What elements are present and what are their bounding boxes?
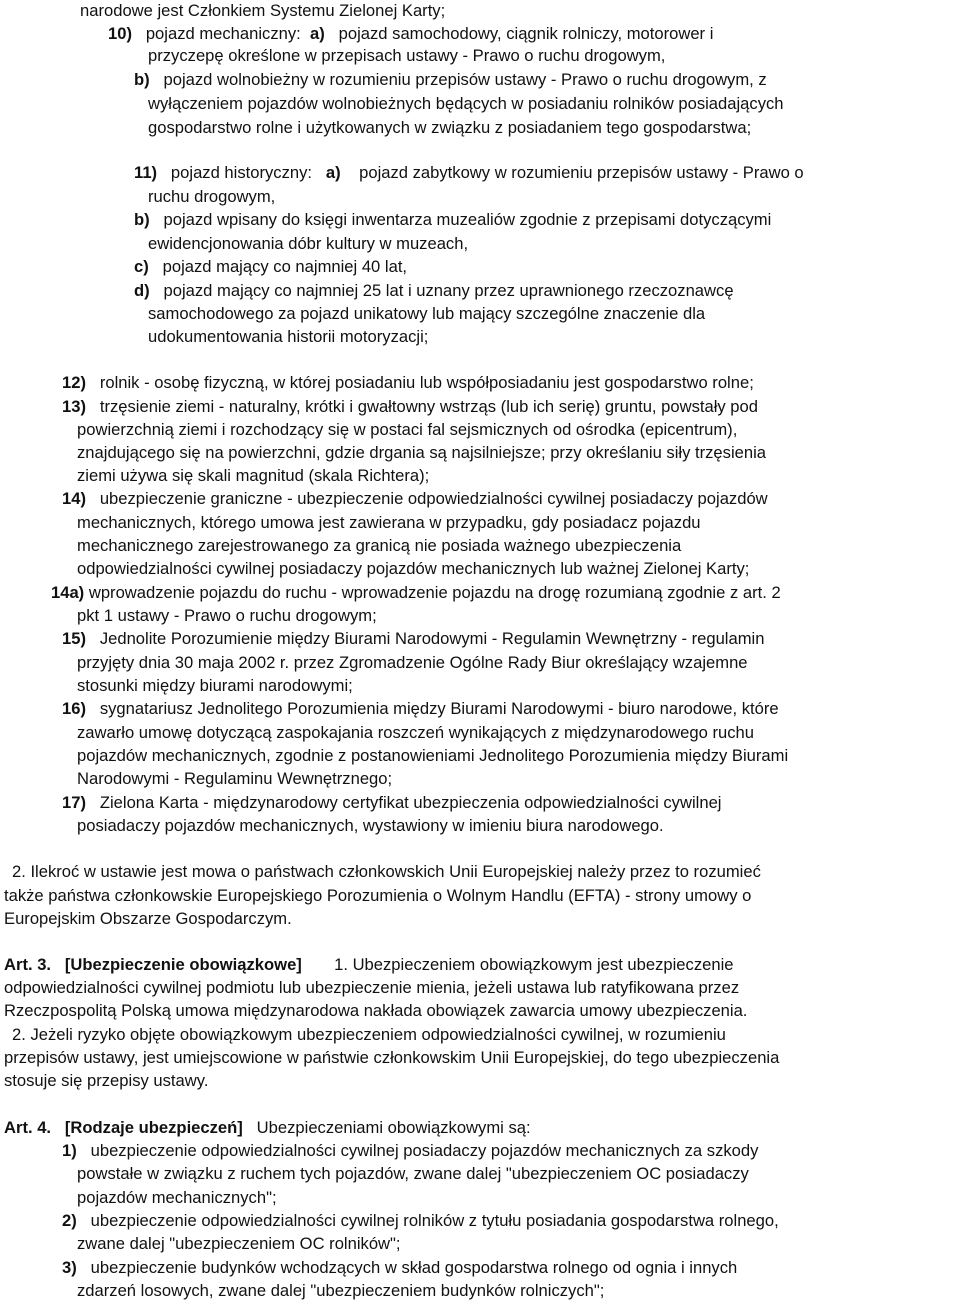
text-line: pojazdów mechanicznych, zgodnie z postanowieniami Jednolitego Porozumienia między Biurami — [77, 746, 789, 765]
list-item-2: 2) ubezpieczenie odpowiedzialności cywilnej rolników z tytułu posiadania gospodarstwa rolnego, — [62, 1211, 779, 1230]
item-number: 10) — [108, 24, 132, 43]
sub-item-d: d) pojazd mający co najmniej 25 lat i uznany przez uprawnionego rzeczoznawcę — [134, 281, 734, 300]
text-line: znajdującego się na powierzchni, gdzie drgania są najsilniejsze; przy określaniu siły trzęsienia — [77, 443, 767, 462]
text-line: powstałe w związku z ruchem tych pojazdów, zwane dalej "ubezpieczeniem OC posiadaczy — [77, 1164, 749, 1183]
text-line: gospodarstwo rolne i użytkowanych w związku z posiadaniem tego gospodarstwa; — [148, 118, 752, 137]
sub-item-b: b) pojazd wpisany do księgi inwentarza muzealiów zgodnie z przepisami dotyczącymi — [134, 210, 772, 229]
article-number: Art. 4. — [4, 1118, 52, 1137]
text-line: wyłączeniem pojazdów wolnobieżnych będących w posiadaniu rolników posiadających — [148, 94, 784, 113]
text-line: zawarło umowę dotyczącą zaspokajania roszczeń wynikających z międzynarodowego ruchu — [77, 723, 754, 742]
item-number: 14a) — [51, 583, 85, 602]
list-item-1: 1) ubezpieczenie odpowiedzialności cywilnej posiadaczy pojazdów mechanicznych za szkody — [62, 1141, 759, 1160]
item-number: 17) — [62, 793, 86, 812]
item-number: 1) — [62, 1141, 77, 1160]
item-number: 15) — [62, 629, 86, 648]
sub-item-letter: a) — [325, 163, 341, 182]
paragraph-line: przepisów ustawy, jest umiejscowione w państwie członkowskim Unii Europejskiej, do tego ubezpieczenia — [4, 1048, 780, 1067]
text-line: ziemi używa się skali magnitud (skala Richtera); — [77, 466, 430, 485]
text-line: Narodowymi - Regulaminu Wewnętrznego; — [77, 769, 393, 788]
item-number: 2) — [62, 1211, 77, 1230]
text-line: przyjęty dnia 30 maja 2002 r. przez Zgromadzenie Ogólne Rady Biur określający wzajemne — [77, 653, 748, 672]
definition-17: 17) Zielona Karta - międzynarodowy certyfikat ubezpieczenia odpowiedzialności cywilnej — [62, 793, 722, 812]
list-item-3: 3) ubezpieczenie budynków wchodzących w skład gospodarstwa rolnego od ognia i innych — [62, 1258, 738, 1277]
text-line: zdarzeń losowych, zwane dalej "ubezpieczeniem budynków rolniczych"; — [77, 1281, 605, 1300]
paragraph-line: odpowiedzialności cywilnej podmiotu lub ubezpieczenie mienia, jeżeli ustawa lub ratyfikowana przez — [4, 978, 740, 997]
definition-10: 10) pojazd mechaniczny: a) pojazd samochodowy, ciągnik rolniczy, motorower i — [108, 24, 714, 43]
definition-16: 16) sygnatariusz Jednolitego Porozumienia między Biurami Narodowymi - biuro narodowe, które — [62, 699, 779, 718]
definition-14: 14) ubezpieczenie graniczne - ubezpieczenie odpowiedzialności cywilnej posiadaczy pojazdów — [62, 489, 768, 508]
item-number: 14) — [62, 489, 86, 508]
definition-14a: 14a) wprowadzenie pojazdu do ruchu - wprowadzenie pojazdu na drogę rozumianą zgodnie z art. 2 — [51, 583, 781, 602]
item-number: 16) — [62, 699, 86, 718]
text-line: pojazdów mechanicznych"; — [77, 1188, 277, 1207]
definition-12: 12) rolnik - osobę fizyczną, w której posiadaniu lub współposiadaniu jest gospodarstwo rolne; — [62, 373, 754, 392]
text-line: pkt 1 ustawy - Prawo o ruchu drogowym; — [77, 606, 377, 625]
article-title: [Ubezpieczenie obowiązkowe] — [64, 955, 302, 974]
article-3-heading: Art. 3. [Ubezpieczenie obowiązkowe] 1. Ubezpieczeniem obowiązkowym jest ubezpieczenie — [4, 955, 734, 974]
text-line: zwane dalej "ubezpieczeniem OC rolników"; — [77, 1234, 401, 1253]
definition-13: 13) trzęsienie ziemi - naturalny, krótki i gwałtowny wstrząs (lub ich serię) gruntu, powstały pod — [62, 397, 758, 416]
sub-item-c: c) pojazd mający co najmniej 40 lat, — [134, 257, 408, 276]
text-line: przyczepę określone w przepisach ustawy - Prawo o ruchu drogowym, — [148, 46, 666, 65]
text-line: udokumentowania historii motoryzacji; — [148, 327, 429, 346]
sub-item-letter: a) — [310, 24, 325, 43]
sub-item-b: b) pojazd wolnobieżny w rozumieniu przepisów ustawy - Prawo o ruchu drogowym, z — [134, 70, 767, 89]
text-line: posiadaczy pojazdów mechanicznych, wystawiony w imieniu biura narodowego. — [77, 816, 664, 835]
text-line: mechanicznych, którego umowa jest zawierana w przypadku, gdy posiadacz pojazdu — [77, 513, 701, 532]
article-4-heading: Art. 4. [Rodzaje ubezpieczeń] Ubezpieczeniami obowiązkowymi są: — [4, 1118, 531, 1137]
text-line: stosunki między biurami narodowymi; — [77, 676, 353, 695]
paragraph-line: 2. Ilekroć w ustawie jest mowa o państwach członkowskich Unii Europejskiej należy przez to rozumieć — [12, 862, 761, 881]
definition-15: 15) Jednolite Porozumienie między Biurami Narodowymi - Regulamin Wewnętrzny - regulamin — [62, 629, 765, 648]
item-number: 13) — [62, 397, 86, 416]
article-title: [Rodzaje ubezpieczeń] — [64, 1118, 243, 1137]
text-line: samochodowego za pojazd unikatowy lub mający szczególne znaczenie dla — [148, 304, 706, 323]
paragraph-line: stosuje się przepisy ustawy. — [4, 1071, 209, 1090]
item-number: 12) — [62, 373, 86, 392]
paragraph-line: Europejskim Obszarze Gospodarczym. — [4, 909, 292, 928]
text-line: mechanicznego zarejestrowanego za granicą nie posiada ważnego ubezpieczenia — [77, 536, 682, 555]
paragraph-line: także państwa członkowskie Europejskiego Porozumienia o Wolnym Handlu (EFTA) - strony umowy o — [4, 886, 752, 905]
item-number: 11) — [134, 163, 158, 182]
article-number: Art. 3. — [4, 955, 52, 974]
text-line: ruchu drogowym, — [148, 187, 276, 206]
paragraph-line: 2. Jeżeli ryzyko objęte obowiązkowym ubezpieczeniem odpowiedzialności cywilnej, w rozumieniu — [12, 1025, 726, 1044]
paragraph-line: Rzeczpospolitą Polską umowa międzynarodowa nakłada obowiązek zawarcia umowy ubezpieczenia. — [4, 1001, 748, 1020]
text-line: odpowiedzialności cywilnej posiadaczy pojazdów mechanicznych lub ważnej Zielonej Karty; — [77, 559, 750, 578]
item-number: 3) — [62, 1258, 77, 1277]
text-line: narodowe jest Członkiem Systemu Zielonej Karty; — [80, 1, 446, 20]
definition-11: 11) pojazd historyczny: a) pojazd zabytkowy w rozumieniu przepisów ustawy - Prawo o — [134, 163, 804, 182]
text-line: ewidencjonowania dóbr kultury w muzeach, — [148, 234, 469, 253]
text-line: powierzchnią ziemi i rozchodzący się w postaci fal sejsmicznych od ośrodka (epicentrum), — [77, 420, 738, 439]
